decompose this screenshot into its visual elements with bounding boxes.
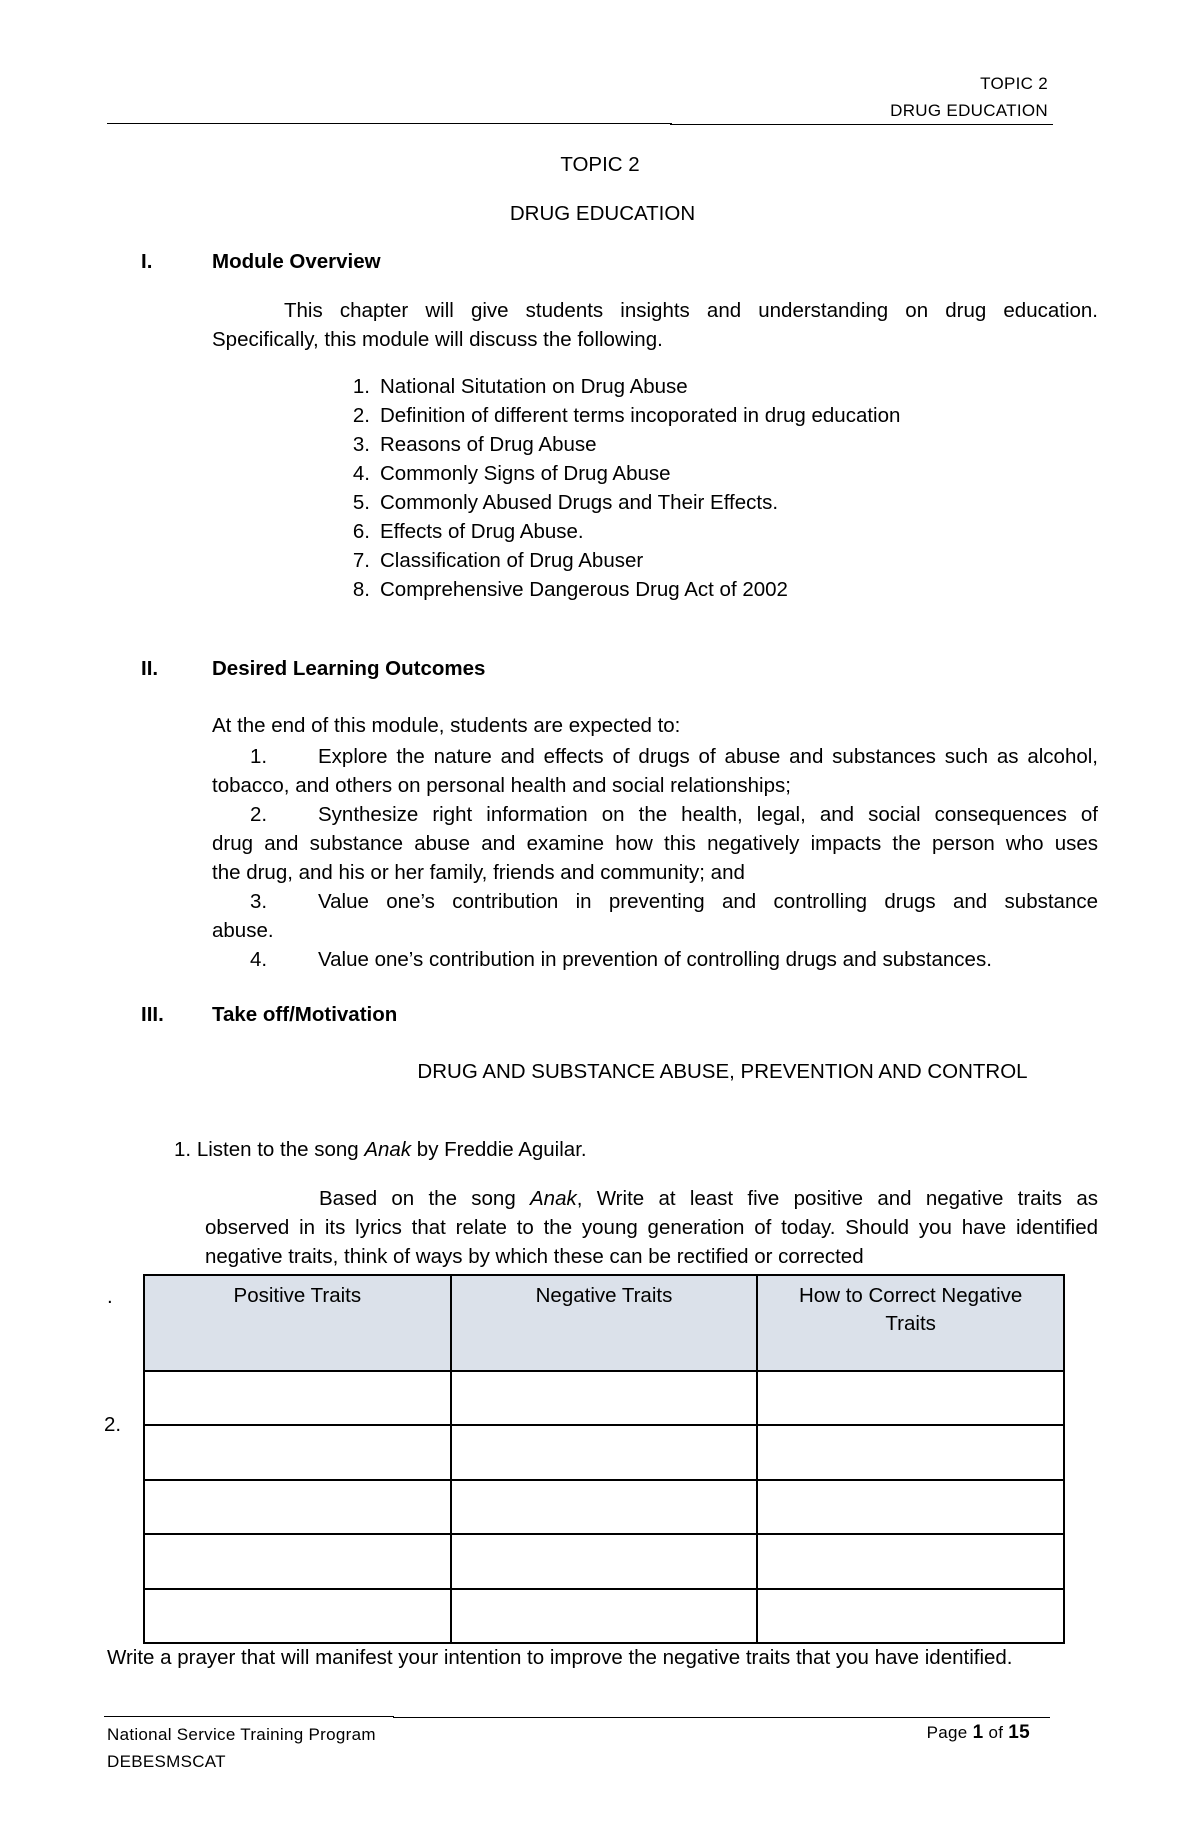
activity-instruction xyxy=(205,1184,1098,1271)
list-item: 2. Definition of different terms incoporated in drug education xyxy=(352,404,901,427)
table-cell[interactable] xyxy=(144,1589,451,1643)
table-cell[interactable] xyxy=(144,1534,451,1588)
footer-page-number: Page 1 of 15 xyxy=(926,1722,1030,1743)
table-cell[interactable] xyxy=(757,1371,1064,1425)
table-cell[interactable] xyxy=(144,1480,451,1534)
table-cell[interactable] xyxy=(451,1534,758,1588)
outcome-number: 1. xyxy=(250,745,268,768)
footer-rule-right xyxy=(393,1717,1050,1718)
outcome-line: 1. Explore the nature and effects of drugs of abuse and substances such as alcohol, xyxy=(212,742,1098,771)
table-row xyxy=(144,1534,1064,1588)
outcome-line: abuse. xyxy=(212,919,274,942)
list-item: 4. Commonly Signs of Drug Abuse xyxy=(352,462,671,485)
header-subject: DRUG EDUCATION xyxy=(890,101,1048,120)
table-row xyxy=(144,1589,1064,1643)
header-rule-right xyxy=(670,124,1053,125)
outcome-number: 2. xyxy=(250,803,268,826)
table-header-negative-traits: Negative Traits xyxy=(451,1275,758,1371)
section-1-intro-line: This chapter will give students insights and understanding on drug education. xyxy=(284,299,1098,322)
section-2-outcomes xyxy=(212,742,1098,974)
outcome-line: 3. Value one’s contribution in preventing and controlling drugs and substance xyxy=(212,887,1098,916)
table-cell[interactable] xyxy=(757,1589,1064,1643)
table-cell[interactable] xyxy=(757,1425,1064,1479)
section-1-intro-line: Specifically, this module will discuss the following. xyxy=(212,328,663,351)
section-1-heading: Module Overview xyxy=(212,250,381,273)
section-3-numeral: III. xyxy=(141,1003,164,1026)
footer-rule-left xyxy=(104,1716,394,1717)
prayer-instruction: Write a prayer that will manifest your intention to improve the negative traits that you have identified. xyxy=(107,1646,1013,1669)
section-2-intro: At the end of this module, students are expected to: xyxy=(212,714,681,737)
section-1-numeral: I. xyxy=(141,250,153,273)
traits-table xyxy=(143,1274,1065,1644)
section-3-heading: Take off/Motivation xyxy=(212,1003,398,1026)
outcome-number: 3. xyxy=(250,890,268,913)
activity-item-1: 1. Listen to the song Anak by Freddie Aguilar. xyxy=(174,1138,587,1161)
stray-dot: . xyxy=(107,1285,113,1308)
outcome-line: 4. Value one’s contribution in prevention of controlling drugs and substances. xyxy=(212,945,1098,974)
outcome-number: 4. xyxy=(250,948,268,971)
instruction-line: observed in its lyrics that relate to the young generation of today. Should you have identified xyxy=(205,1216,1098,1239)
table-cell[interactable] xyxy=(451,1589,758,1643)
list-item: 5. Commonly Abused Drugs and Their Effects. xyxy=(352,491,779,514)
list-item: 6. Effects of Drug Abuse. xyxy=(352,520,584,543)
page-title-topic: TOPIC 2 xyxy=(560,153,640,176)
table-row xyxy=(144,1480,1064,1534)
list-item: 8. Comprehensive Dangerous Drug Act of 2002 xyxy=(352,578,788,601)
list-item: 7. Classification of Drug Abuser xyxy=(352,549,644,572)
table-cell[interactable] xyxy=(144,1425,451,1479)
table-row xyxy=(144,1371,1064,1425)
instruction-line: negative traits, think of ways by which these can be rectified or corrected xyxy=(205,1245,864,1268)
outcome-line: drug and substance abuse and examine how this negatively impacts the person who uses xyxy=(212,832,1098,855)
header-rule-left xyxy=(107,123,672,124)
section-2-heading: Desired Learning Outcomes xyxy=(212,657,486,680)
section-1-intro xyxy=(212,296,1098,354)
table-cell[interactable] xyxy=(757,1534,1064,1588)
footer-school: DEBESMSCAT xyxy=(107,1752,226,1771)
header-topic: TOPIC 2 xyxy=(980,74,1048,93)
instruction-line: Based on the song Anak, Write at least five positive and negative traits as xyxy=(319,1187,1098,1210)
table-header-row xyxy=(144,1275,1064,1371)
footer-program: National Service Training Program xyxy=(107,1725,376,1744)
table-cell[interactable] xyxy=(144,1371,451,1425)
list-item: 3. Reasons of Drug Abuse xyxy=(352,433,597,456)
outcome-line: the drug, and his or her family, friends and community; and xyxy=(212,861,745,884)
section-2-numeral: II. xyxy=(141,657,159,680)
list-item: 1. National Situtation on Drug Abuse xyxy=(352,375,688,398)
activity-item-2-number: 2. xyxy=(104,1413,122,1436)
page-title-subject: DRUG EDUCATION xyxy=(509,202,696,225)
table-header-how-to-correct: How to Correct Negative Traits xyxy=(757,1275,1064,1371)
table-cell[interactable] xyxy=(757,1480,1064,1534)
outcome-line: 2. Synthesize right information on the health, legal, and social consequences of xyxy=(212,800,1098,829)
table-cell[interactable] xyxy=(451,1425,758,1479)
table-cell[interactable] xyxy=(451,1480,758,1534)
table-row xyxy=(144,1425,1064,1479)
outcome-line: tobacco, and others on personal health and social relationships; xyxy=(212,774,791,797)
section-3-subtitle: DRUG AND SUBSTANCE ABUSE, PREVENTION AND CONTROL xyxy=(417,1060,1028,1083)
table-header-positive-traits: Positive Traits xyxy=(144,1275,451,1371)
table-cell[interactable] xyxy=(451,1371,758,1425)
